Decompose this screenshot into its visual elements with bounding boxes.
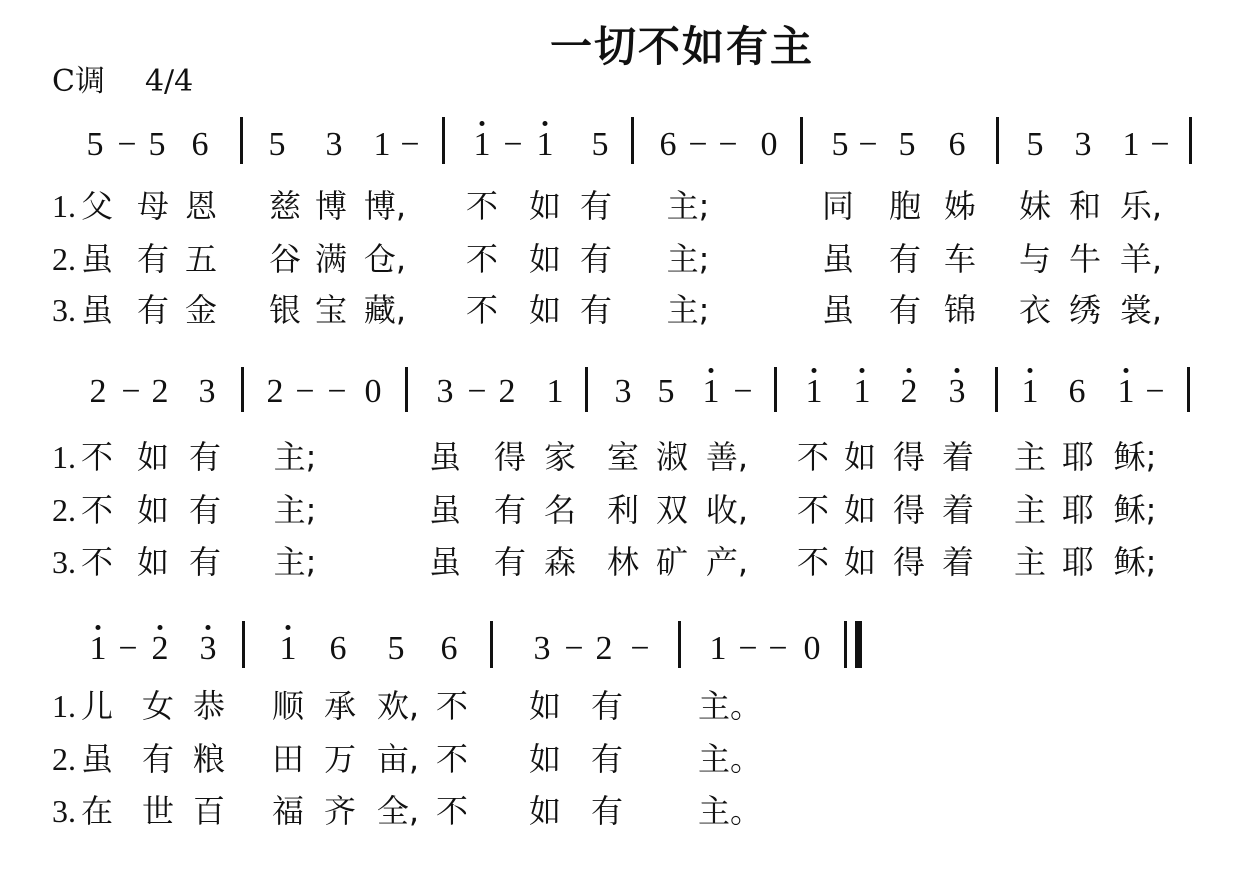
lyric-word: 妹 [1018, 187, 1052, 225]
note: 5 [591, 126, 609, 163]
note: 3 [614, 373, 632, 410]
lyric-word: 不 [435, 687, 469, 725]
lyric-word: 如 [528, 187, 562, 225]
lyric-word: 仓, [363, 240, 407, 278]
note: 3 [198, 373, 216, 410]
note: − [688, 126, 708, 163]
lyric-word: 有 [188, 491, 222, 529]
lyric-word: 主; [273, 438, 317, 476]
lyric-word: 稣; [1113, 438, 1157, 476]
note: 1 [806, 375, 823, 409]
note: 2 [151, 373, 169, 410]
lyric-word: 儿 [80, 687, 114, 725]
note: 0 [364, 373, 382, 410]
high-octave-dot [1124, 368, 1129, 373]
lyric-word: 世 [141, 792, 175, 830]
note: − [630, 630, 650, 667]
lyric-word: 如 [528, 291, 562, 329]
lyric-word: 得 [892, 491, 926, 529]
lyric-word: 不 [465, 240, 499, 278]
lyric-word: 主; [666, 291, 710, 329]
note: 5 [1026, 126, 1044, 163]
lyric-word: 不 [435, 740, 469, 778]
lyric-word: 虽 [80, 291, 114, 329]
lyric-word: 有 [188, 438, 222, 476]
lyric-word: 绣 [1068, 291, 1102, 329]
bar-line [1187, 367, 1190, 412]
note: 3 [325, 126, 343, 163]
lyric-word: 有 [136, 291, 170, 329]
note: 1 [280, 632, 297, 666]
lyric-word: 与 [1018, 240, 1052, 278]
note: 5 [268, 126, 286, 163]
lyric-word: 家 [543, 438, 577, 476]
note: 6 [440, 630, 458, 667]
lyric-word: 博 [314, 187, 348, 225]
verse-number: 2. [52, 741, 76, 777]
note: − [1150, 126, 1170, 163]
lyric-word: 女 [141, 687, 175, 725]
lyric-word: 全, [376, 792, 420, 830]
note: 1 [1118, 375, 1135, 409]
note: 6 [329, 630, 347, 667]
high-octave-dot [709, 368, 714, 373]
note: − [503, 126, 523, 163]
lyric-word: 双 [655, 491, 689, 529]
lyric-word: 得 [493, 438, 527, 476]
final-bar-line [855, 621, 862, 668]
note: − [400, 126, 420, 163]
lyric-word: 主。 [697, 792, 763, 830]
note: 1 [1022, 375, 1039, 409]
lyric-word: 主; [273, 543, 317, 581]
note: 1 [90, 632, 107, 666]
bar-line [442, 117, 445, 164]
lyric-word: 林 [606, 543, 640, 581]
lyric-word: 主 [1013, 438, 1047, 476]
note: 6 [1068, 373, 1086, 410]
high-octave-dot [955, 368, 960, 373]
lyric-word: 如 [136, 438, 170, 476]
note: 1 [703, 375, 720, 409]
note: 0 [760, 126, 778, 163]
verse-number: 3. [52, 292, 76, 328]
lyric-word: 姊 [943, 187, 977, 225]
lyric-word: 满 [314, 240, 348, 278]
lyric-word: 胞 [888, 187, 922, 225]
note: − [467, 373, 487, 410]
lyric-word: 有 [579, 240, 613, 278]
song-title: 一切不如有主 [549, 22, 814, 71]
note: − [295, 373, 315, 410]
lyric-word: 产, [705, 543, 749, 581]
lyric-word: 锦 [943, 291, 977, 329]
note: − [1145, 373, 1165, 410]
time-signature: 4/4 [144, 64, 194, 99]
lyric-word: 得 [892, 438, 926, 476]
lyric-word: 裳, [1119, 291, 1163, 329]
lyric-word: 森 [543, 543, 577, 581]
note: − [718, 126, 738, 163]
note: − [858, 126, 878, 163]
lyric-word: 不 [80, 543, 114, 581]
note: 2 [498, 373, 516, 410]
lyric-word: 稣; [1113, 491, 1157, 529]
lyric-word: 着 [941, 438, 975, 476]
note: 1 [373, 126, 391, 163]
lyric-word: 同 [821, 187, 855, 225]
lyric-word: 不 [80, 491, 114, 529]
lyric-word: 金 [184, 291, 218, 329]
lyric-word: 得 [892, 543, 926, 581]
note: 5 [898, 126, 916, 163]
lyric-word: 如 [843, 491, 877, 529]
note: − [117, 126, 137, 163]
lyric-word: 恭 [192, 687, 226, 725]
lyric-word: 博, [363, 187, 407, 225]
note: 2 [266, 373, 284, 410]
note: 6 [948, 126, 966, 163]
lyric-word: 虽 [821, 291, 855, 329]
lyric-word: 有 [579, 187, 613, 225]
bar-line [490, 621, 493, 668]
verse-number: 2. [52, 492, 76, 528]
lyric-word: 不 [435, 792, 469, 830]
lyric-word: 衣 [1018, 291, 1052, 329]
lyric-word: 如 [136, 491, 170, 529]
lyric-word: 有 [888, 291, 922, 329]
note: − [564, 630, 584, 667]
lyric-word: 宝 [314, 291, 348, 329]
high-octave-dot [860, 368, 865, 373]
note: 3 [1074, 126, 1092, 163]
lyric-word: 如 [843, 438, 877, 476]
lyric-word: 淑 [655, 438, 689, 476]
bar-line [996, 117, 999, 164]
bar-line [844, 621, 847, 668]
lyric-word: 在 [80, 792, 114, 830]
lyric-word: 母 [136, 187, 170, 225]
lyric-word: 着 [941, 543, 975, 581]
note: 2 [152, 632, 169, 666]
lyric-word: 慈 [268, 187, 302, 225]
lyric-word: 虽 [428, 543, 462, 581]
lyric-word: 有 [888, 240, 922, 278]
lyric-word: 藏, [363, 291, 407, 329]
bar-line [995, 367, 998, 412]
lyric-word: 不 [796, 543, 830, 581]
lyric-word: 五 [184, 240, 218, 278]
lyric-word: 不 [80, 438, 114, 476]
lyric-word: 如 [528, 792, 562, 830]
note: 5 [831, 126, 849, 163]
lyric-word: 有 [493, 491, 527, 529]
bar-line [241, 367, 244, 412]
lyric-word: 恩 [184, 187, 218, 225]
key-label: C调 [52, 64, 105, 99]
lyric-word: 不 [796, 438, 830, 476]
lyric-word: 耶 [1061, 438, 1095, 476]
note: 2 [89, 373, 107, 410]
high-octave-dot [480, 121, 485, 126]
lyric-word: 和 [1068, 187, 1102, 225]
note: 1 [537, 128, 554, 162]
verse-number: 1. [52, 439, 76, 475]
lyric-word: 如 [528, 740, 562, 778]
note: 2 [595, 630, 613, 667]
lyric-word: 主; [666, 187, 710, 225]
lyric-word: 谷 [268, 240, 302, 278]
lyric-word: 主 [1013, 491, 1047, 529]
note: 6 [191, 126, 209, 163]
lyric-word: 不 [796, 491, 830, 529]
lyric-word: 主。 [697, 687, 763, 725]
bar-line [678, 621, 681, 668]
lyric-word: 百 [192, 792, 226, 830]
lyric-word: 有 [141, 740, 175, 778]
note: − [733, 373, 753, 410]
lyric-word: 如 [528, 240, 562, 278]
lyric-word: 牛 [1068, 240, 1102, 278]
high-octave-dot [907, 368, 912, 373]
lyric-word: 不 [465, 291, 499, 329]
lyric-word: 车 [943, 240, 977, 278]
lyric-word: 父 [80, 187, 114, 225]
lyric-word: 齐 [323, 792, 357, 830]
note: − [118, 630, 138, 667]
bar-line [585, 367, 588, 412]
note: 3 [533, 630, 551, 667]
lyric-word: 银 [268, 291, 302, 329]
lyric-word: 万 [323, 740, 357, 778]
verse-number: 3. [52, 544, 76, 580]
note: 1 [546, 373, 564, 410]
lyric-word: 主。 [697, 740, 763, 778]
bar-line [240, 117, 243, 164]
note: 2 [901, 375, 918, 409]
high-octave-dot [286, 625, 291, 630]
note: 5 [86, 126, 104, 163]
lyric-word: 不 [465, 187, 499, 225]
note: − [121, 373, 141, 410]
lyric-word: 承 [323, 687, 357, 725]
lyric-word: 利 [606, 491, 640, 529]
key-and-time-signature [52, 56, 193, 100]
verse-number: 1. [52, 688, 76, 724]
lyric-word: 有 [188, 543, 222, 581]
lyric-word: 有 [590, 792, 624, 830]
lyric-word: 主; [273, 491, 317, 529]
lyric-word: 主 [1013, 543, 1047, 581]
high-octave-dot [158, 625, 163, 630]
high-octave-dot [812, 368, 817, 373]
lyric-word: 主; [666, 240, 710, 278]
verse-number: 1. [52, 188, 76, 224]
lyric-word: 虽 [80, 740, 114, 778]
lyric-word: 羊, [1119, 240, 1163, 278]
lyric-word: 亩, [376, 740, 420, 778]
high-octave-dot [543, 121, 548, 126]
lyric-word: 如 [528, 687, 562, 725]
lyric-word: 粮 [192, 740, 226, 778]
lyric-word: 虽 [80, 240, 114, 278]
lyric-word: 收, [705, 491, 749, 529]
verse-number: 2. [52, 241, 76, 277]
note: 6 [659, 126, 677, 163]
lyric-word: 矿 [655, 543, 689, 581]
lyric-word: 着 [941, 491, 975, 529]
note: 0 [803, 630, 821, 667]
note: 1 [854, 375, 871, 409]
lyric-word: 虽 [821, 240, 855, 278]
lyric-word: 有 [579, 291, 613, 329]
lyric-word: 有 [493, 543, 527, 581]
note: 1 [474, 128, 491, 162]
bar-line [631, 117, 634, 164]
lyric-word: 有 [136, 240, 170, 278]
bar-line [800, 117, 803, 164]
lyric-word: 如 [136, 543, 170, 581]
lyric-word: 顺 [271, 687, 305, 725]
lyric-word: 虽 [428, 491, 462, 529]
lyric-word: 如 [843, 543, 877, 581]
lyric-word: 善, [705, 438, 749, 476]
lyric-word: 福 [271, 792, 305, 830]
bar-line [1189, 117, 1192, 164]
lyric-word: 乐, [1119, 187, 1163, 225]
lyric-word: 名 [543, 491, 577, 529]
bar-line [242, 621, 245, 668]
high-octave-dot [206, 625, 211, 630]
note: 1 [1122, 126, 1140, 163]
verse-number: 3. [52, 793, 76, 829]
lyric-word: 耶 [1061, 543, 1095, 581]
note: 5 [387, 630, 405, 667]
high-octave-dot [1028, 368, 1033, 373]
note: 3 [949, 375, 966, 409]
lyric-word: 稣; [1113, 543, 1157, 581]
note: 3 [436, 373, 454, 410]
note: − [327, 373, 347, 410]
note: − [738, 630, 758, 667]
lyric-word: 有 [590, 687, 624, 725]
lyric-word: 田 [271, 740, 305, 778]
high-octave-dot [96, 625, 101, 630]
note: 5 [148, 126, 166, 163]
bar-line [405, 367, 408, 412]
lyric-word: 虽 [428, 438, 462, 476]
note: 3 [200, 632, 217, 666]
lyric-word: 耶 [1061, 491, 1095, 529]
lyric-word: 室 [606, 438, 640, 476]
lyric-word: 有 [590, 740, 624, 778]
note: − [768, 630, 788, 667]
bar-line [774, 367, 777, 412]
note: 5 [657, 373, 675, 410]
lyric-word: 欢, [376, 687, 420, 725]
note: 1 [709, 630, 727, 667]
